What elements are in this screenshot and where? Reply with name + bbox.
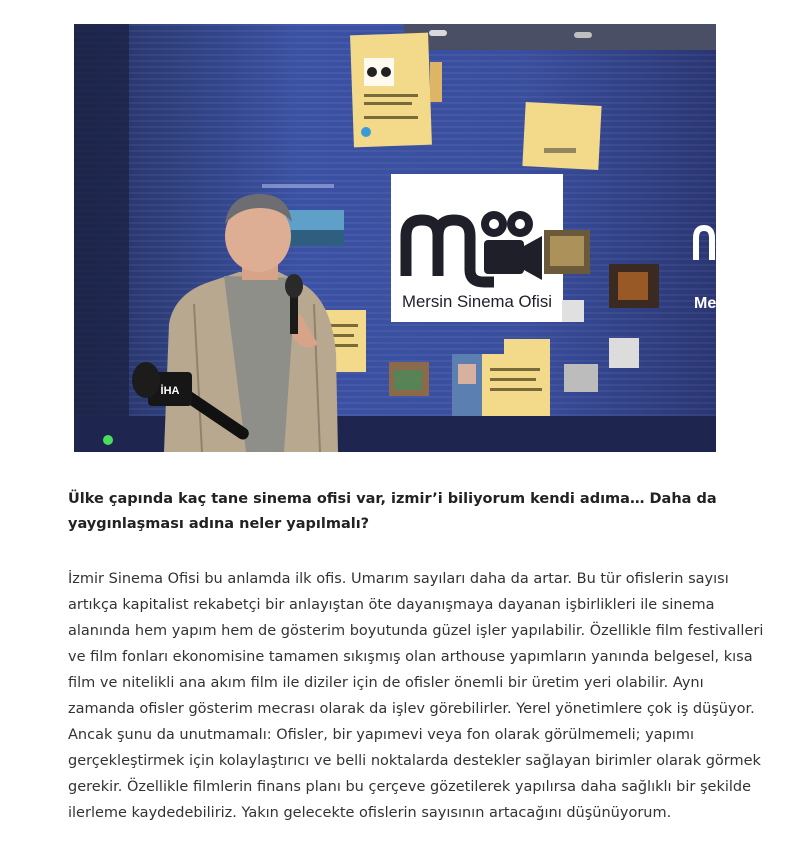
mersin-sinema-ofisi-logo: [391, 174, 563, 322]
interview-answer: İzmir Sinema Ofisi bu anlamda ilk ofis. Umarım sayıları daha da artar. Bu tür ofislerin sayısı artıkça kapitalist rekabetçi bir anlayıştan öte dayanışmaya dayanan işbirlikleri ile sinema alanında hem yapım hem de gösterim boyutunda güzel işler yapılabilir. Özellikle film festivalleri ve film fonları ekonomisine tamamen sıkışmış olan arthouse yapımların yanında belgesel, kısa film ve nitelikli ana akım film ile diziler için de ofisler önemli bir üretim yeri olabilir. Aynı zamanda ofisler gösterim mecrası olarak da işlev görebilirler. Yerel yönetimlere çok iş düşüyor. Ancak şunu da unutmamalı: Ofisler, bir yapımevi veya fon olarak görülmemeli; yapımı gerçekleştirmek için kolaylaştırıcı ve belli noktalarda destekler sağlayan birimler olarak görmek gerekir. Özellikle filmlerin finans planı bu çerçeve gözetilerek yapılırsa daha sağlıklı bir şekilde ilerleme kaydedebiliriz. Yakın gelecekte ofislerin sayısının artacağını düşünüyorum.: [68, 571, 764, 821]
mic-flag-text: İHA: [160, 385, 180, 397]
article-photo: [74, 24, 746, 452]
slide-brand-text: Mersin Sinema Ofisi: [402, 292, 552, 311]
slide-note-card: [350, 33, 432, 148]
side-brand-text: Mersin: [694, 295, 746, 312]
interview-question: Ülke çapında kaç tane sinema ofisi var, izmir’i biliyorum kendi adıma… Daha da yaygınlaşması adına neler yapılmalı?: [68, 491, 717, 532]
green-light: [103, 435, 113, 445]
